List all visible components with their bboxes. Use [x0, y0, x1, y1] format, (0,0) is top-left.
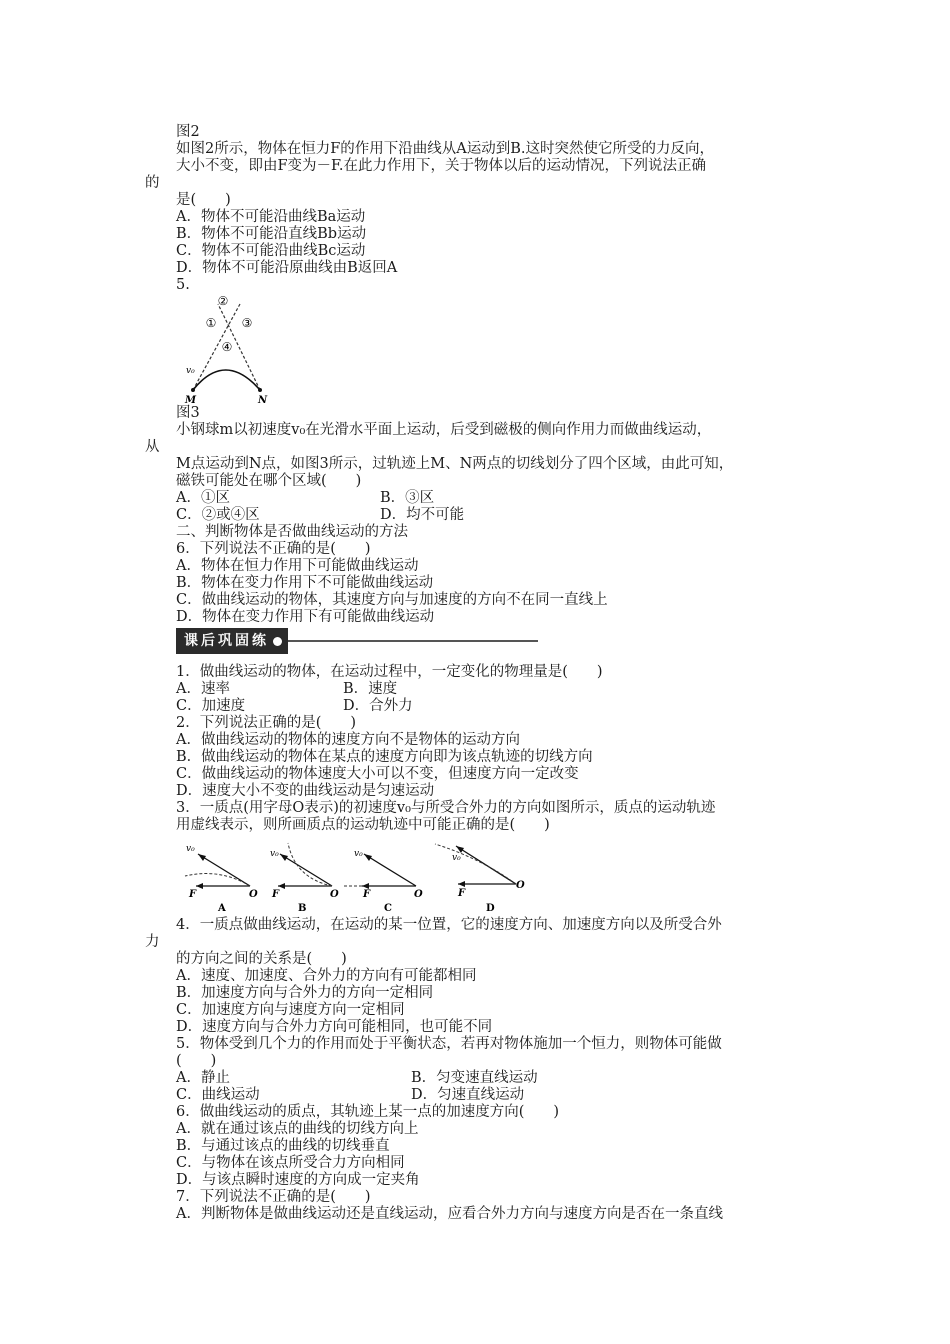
exercise-1-options-row-1 — [176, 681, 398, 698]
exercise-5-line-1: 5．物体受到几个力的作用而处于平衡状态，若再对物体施加一个恒力，则物体可能做 — [176, 1036, 722, 1052]
question-4-line-3: 是( ) — [176, 192, 231, 208]
panel-b-velocity-arrowhead — [280, 854, 288, 861]
exercise-5-option-d: D．匀速直线运动 — [411, 1087, 525, 1103]
panel-b-trajectory — [288, 843, 332, 886]
panel-c-velocity-arrowhead — [364, 854, 372, 861]
question-5-option-a: A．①区 — [176, 490, 230, 506]
panel-c-o-label: O — [414, 889, 423, 900]
section-2-heading: 二、判断物体是否做曲线运动的方法 — [176, 524, 408, 540]
question-4-line-2: 大小不变，即由F变为－F.在此力作用下，关于物体以后的运动情况，下列说法正确 — [176, 158, 706, 174]
figure-2-caption: 图2 — [176, 124, 200, 140]
panel-a-caption: A — [218, 903, 226, 914]
point-n-label: N — [258, 395, 268, 406]
panel-b-f-label: F — [272, 889, 280, 900]
exercise-1-option-a: A．速率 — [176, 681, 230, 697]
exercise-4-option-d: D．速度方向与合外力方向可能相同，也可能不同 — [176, 1019, 493, 1035]
exercise-2-stem: 2．下列说法正确的是( ) — [176, 715, 357, 731]
exercise-1-stem: 1．做曲线运动的物体，在运动过程中，一定变化的物理量是( ) — [176, 664, 603, 680]
figure-3-diagram — [180, 292, 280, 407]
exercise-2-option-c: C．做曲线运动的物体速度大小可以不变，但速度方向一定改变 — [176, 766, 579, 782]
figure-3-caption: 图3 — [176, 405, 200, 421]
region-1-label: ① — [205, 316, 217, 330]
point-n — [258, 388, 262, 392]
panel-d-f-label: F — [458, 888, 466, 899]
exercise-5-line-2: ( ) — [176, 1053, 217, 1069]
panel-c-velocity-arrow — [364, 854, 416, 886]
question-5-options-row-2 — [176, 507, 465, 524]
question-5-wrap: 从 — [145, 439, 160, 455]
region-3-label: ③ — [241, 316, 253, 330]
question-5-option-d: D．均不可能 — [380, 507, 465, 523]
exercise-5-options-row-2 — [176, 1087, 525, 1104]
exercise-1-option-d: D．合外力 — [343, 698, 413, 714]
panel-d-o-label: O — [516, 880, 525, 891]
question-4-option-a: A．物体不可能沿曲线Ba运动 — [176, 209, 366, 225]
question-5-option-c: C．②或④区 — [176, 507, 260, 523]
trajectory-curve — [193, 370, 260, 390]
exercise-1-option-c: C．加速度 — [176, 698, 246, 714]
exercise-2-option-b: B．做曲线运动的物体在某点的速度方向即为该点轨迹的切线方向 — [176, 749, 593, 765]
banner-dot-icon — [273, 637, 282, 646]
exercise-4-option-c: C．加速度方向与速度方向一定相同 — [176, 1002, 405, 1018]
exercise-4-option-a: A．速度、加速度、合外力的方向有可能都相同 — [176, 968, 477, 984]
panel-d-caption: D — [486, 903, 495, 914]
exercise-2-option-a: A．做曲线运动的物体的速度方向不是物体的运动方向 — [176, 732, 520, 748]
banner-title: 课后巩固练 — [184, 633, 269, 649]
question-5-option-b: B．③区 — [380, 490, 435, 506]
exercise-1-options-row-2 — [176, 698, 413, 715]
exercise-4-option-b: B．加速度方向与合外力的方向一定相同 — [176, 985, 434, 1001]
panel-b-caption: B — [298, 903, 307, 914]
banner-rule — [288, 640, 538, 642]
banner-title-box — [176, 628, 288, 654]
exercise-5-option-c: C．曲线运动 — [176, 1087, 260, 1103]
panel-a — [185, 844, 258, 914]
exercise-4-line-1: 4．一质点做曲线运动，在运动的某一位置，它的速度方向、加速度方向以及所受合外 — [176, 917, 722, 933]
question-5-options-row-1 — [176, 490, 435, 507]
exercise-5-option-b: B．匀变速直线运动 — [411, 1070, 538, 1086]
exercise-1-option-b: B．速度 — [343, 681, 398, 697]
exercise-5-option-a: A．静止 — [176, 1070, 230, 1086]
exercise-4-line-2: 的方向之间的关系是( ) — [176, 951, 347, 967]
exercise-7-option-a: A．判断物体是做曲线运动还是直线运动，应看合外力方向与速度方向是否在一条直线 — [176, 1206, 723, 1222]
exercise-5-options-row-1 — [176, 1070, 538, 1087]
panel-d-v0-label: v₀ — [452, 853, 461, 863]
panel-c-v0-label: v₀ — [354, 849, 363, 859]
question-6-option-a: A．物体在恒力作用下可能做曲线运动 — [176, 558, 419, 574]
question-6-stem: 6．下列说法不正确的是( ) — [176, 541, 371, 557]
question-4-option-d: D．物体不可能沿原曲线由B返回A — [176, 260, 398, 276]
exercise-3-line-1: 3．一质点(用字母O表示)的初速度v₀与所受合外力的方向如图所示，质点的运动轨迹 — [176, 800, 716, 816]
tangent-line-m — [193, 304, 240, 390]
panel-c — [342, 849, 423, 914]
panel-a-v0-label: v₀ — [186, 844, 195, 854]
panel-a-velocity-arrow — [198, 854, 250, 886]
exercise-6-option-d: D．与该点瞬时速度的方向成一定夹角 — [176, 1172, 420, 1188]
question-4-wrap: 的 — [145, 175, 160, 191]
panel-c-f-label: F — [363, 889, 371, 900]
panel-c-caption: C — [384, 903, 392, 914]
panel-b-velocity-arrow — [280, 854, 332, 886]
exercise-2-option-d: D．速度大小不变的曲线运动是匀速运动 — [176, 783, 435, 799]
exercise-3-figure — [180, 838, 540, 914]
question-6-option-d: D．物体在变力作用下有可能做曲线运动 — [176, 609, 435, 625]
question-6-option-b: B．物体在变力作用下不可能做曲线运动 — [176, 575, 434, 591]
exercise-3-line-2: 用虚线表示，则所画质点的运动轨迹中可能正确的是( ) — [176, 817, 550, 833]
velocity-v0-label: v₀ — [186, 366, 195, 376]
question-6-option-c: C．做曲线运动的物体，其速度方向与加速度的方向不在同一直线上 — [176, 592, 608, 608]
panel-b-o-label: O — [330, 889, 339, 900]
question-5-line-3: 磁铁可能处在哪个区域( ) — [176, 473, 362, 489]
panel-d — [435, 844, 525, 914]
question-4-option-c: C．物体不可能沿曲线Bc运动 — [176, 243, 366, 259]
panel-b — [270, 843, 339, 914]
question-5-line-2: M点运动到N点，如图3所示，过轨迹上M、N两点的切线划分了四个区域，由此可知， — [176, 456, 734, 472]
section-banner — [176, 628, 538, 654]
panel-a-f-label: F — [189, 889, 197, 900]
region-4-label: ④ — [221, 340, 233, 354]
exercise-6-option-c: C．与物体在该点所受合力方向相同 — [176, 1155, 405, 1171]
question-4-line-1: 如图2所示，物体在恒力F的作用下沿曲线从A运动到B.这时突然使它所受的力反向， — [176, 141, 715, 157]
panel-a-force-arrowhead — [196, 883, 203, 889]
exercise-7-stem: 7．下列说法不正确的是( ) — [176, 1189, 371, 1205]
panel-b-v0-label: v₀ — [270, 849, 279, 859]
question-5-line-1: 小钢球m以初速度v₀在光滑水平面上运动，后受到磁极的侧向作用力而做曲线运动， — [176, 422, 712, 438]
panel-d-force-arrowhead — [458, 881, 465, 887]
exercise-4-wrap: 力 — [145, 934, 160, 950]
panel-a-velocity-arrowhead — [198, 854, 206, 861]
panel-a-o-label: O — [249, 889, 258, 900]
exercise-6-stem: 6．做曲线运动的质点，其轨迹上某一点的加速度方向( ) — [176, 1104, 560, 1120]
point-m — [191, 388, 195, 392]
exercise-6-option-a: A．就在通过该点的曲线的切线方向上 — [176, 1121, 419, 1137]
region-2-label: ② — [217, 294, 229, 308]
question-4-option-b: B．物体不可能沿直线Bb运动 — [176, 226, 367, 242]
question-5-number: 5. — [176, 277, 190, 293]
panel-d-trajectory — [435, 844, 516, 884]
point-m-label: M — [185, 395, 197, 406]
exercise-6-option-b: B．与通过该点的曲线的切线垂直 — [176, 1138, 390, 1154]
